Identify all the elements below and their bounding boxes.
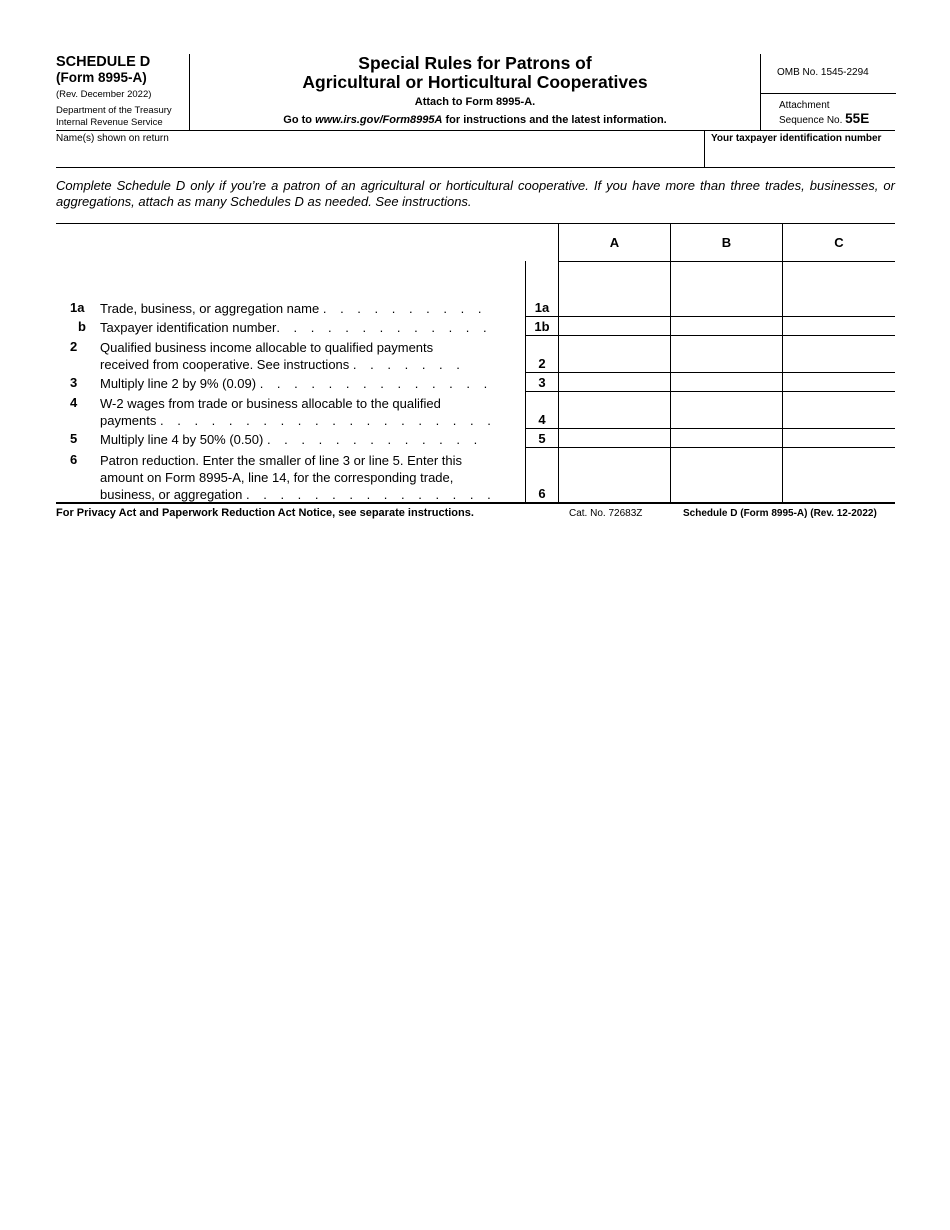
input-1a-col-a[interactable] (559, 262, 670, 316)
catalog-number: Cat. No. 72683Z (569, 508, 643, 519)
form-reference: (Form 8995-A) (56, 70, 147, 85)
input-2-col-c[interactable] (783, 336, 895, 372)
tin-box (704, 131, 895, 168)
privacy-notice: For Privacy Act and Paperwork Reduction Act Notice, see separate instructions. (56, 507, 474, 519)
line-label-2b: received from cooperative. See instructions (100, 357, 350, 372)
leader-dots: . . . . . . . . . . . . . (276, 320, 492, 335)
sequence-number: 55E (845, 111, 870, 126)
goto-prefix: Go to (283, 114, 316, 126)
form-header (56, 54, 895, 130)
leader-dots: . . . . . . . (352, 357, 465, 372)
input-6-col-b[interactable] (671, 448, 782, 502)
line-box-1a: 1a (534, 300, 550, 315)
line-text-3 (100, 375, 514, 392)
line-text-4-cont (100, 412, 514, 429)
input-5-col-a[interactable] (559, 429, 670, 447)
name-field[interactable] (56, 145, 702, 167)
tin-field[interactable] (707, 145, 893, 167)
omb-block (760, 54, 895, 130)
title-block (190, 54, 760, 130)
line-label-1b: Taxpayer identification number (100, 320, 277, 335)
leader-dots: . . . . . . . . . . . . . . . (246, 487, 496, 502)
input-3-col-c[interactable] (783, 373, 895, 391)
line-box-3: 3 (538, 375, 546, 390)
input-5-col-c[interactable] (783, 429, 895, 447)
sequence-label: Sequence No. (779, 115, 843, 126)
line-label-4a: W-2 wages from trade or business allocable to the qualified (100, 396, 441, 411)
input-1b-col-c[interactable] (783, 317, 895, 335)
line-text-2 (100, 339, 514, 356)
line-text-6-cont2 (100, 486, 514, 503)
irs-url-link[interactable]: www.irs.gov/Form8995A (315, 114, 443, 126)
line-number-6: 6 (70, 452, 78, 467)
line-box-6: 6 (538, 486, 546, 501)
line-label-6a: Patron reduction. Enter the smaller of line 3 or line 5. Enter this (100, 453, 463, 468)
tin-label: Your taxpayer identification number (711, 133, 882, 144)
input-1b-col-a[interactable] (559, 317, 670, 335)
line-text-1b (100, 319, 514, 336)
input-5-col-b[interactable] (671, 429, 782, 447)
line-box-1b: 1b (534, 319, 550, 334)
input-2-col-b[interactable] (671, 336, 782, 372)
input-3-col-a[interactable] (559, 373, 670, 391)
input-1a-col-b[interactable] (671, 262, 782, 316)
line-label-2a: Qualified business income allocable to qualified payments (100, 340, 434, 355)
leader-dots: . . . . . . . . . . . . . . (259, 376, 493, 391)
input-3-col-b[interactable] (671, 373, 782, 391)
leader-dots: . . . . . . . . . . . . . (266, 432, 483, 447)
column-header-a: A (558, 224, 670, 261)
form-footer-id: Schedule D (Form 8995-A) (Rev. 12-2022) (683, 508, 877, 519)
line-label-6c: business, or aggregation (100, 487, 243, 502)
input-4-col-b[interactable] (671, 392, 782, 428)
line-number-2: 2 (70, 339, 78, 354)
line-number-1a: 1a (70, 300, 85, 315)
line-label-6b: amount on Form 8995-A, line 14, for the corresponding trade, (100, 470, 454, 485)
leader-dots: . . . . . . . . . . (322, 301, 487, 316)
column-header-b: B (670, 224, 782, 261)
line-text-5 (100, 431, 514, 448)
input-1a-col-c[interactable] (783, 262, 895, 316)
form-title-line2: Agricultural or Horticultural Cooperatives (302, 72, 648, 92)
input-6-col-c[interactable] (783, 448, 895, 502)
attachment-label: Attachment (779, 100, 830, 111)
line-text-6 (100, 452, 514, 469)
schedule-title: SCHEDULE D (56, 54, 151, 70)
line-text-1a (100, 300, 514, 317)
line-box-2: 2 (538, 356, 546, 371)
line-number-3: 3 (70, 375, 78, 390)
line-text-2-cont (100, 356, 514, 373)
line-text-4 (100, 395, 514, 412)
attach-instruction: Attach to Form 8995-A. (414, 96, 536, 108)
goto-instruction (190, 114, 760, 126)
omb-number: OMB No. 1545-2294 (761, 54, 896, 94)
goto-suffix: for instructions and the latest information. (442, 114, 667, 126)
department-name: Department of the Treasury (56, 105, 172, 116)
revision-date: (Rev. December 2022) (56, 89, 152, 100)
line-label-3: Multiply line 2 by 9% (0.09) (100, 376, 257, 391)
line-number-4: 4 (70, 395, 78, 410)
schedule-table (56, 223, 895, 503)
instructions-text: Complete Schedule D only if you’re a patron of an agricultural or horticultural cooperative. If you have more than three trades, businesses, or aggregations, attach as many Schedules D as needed. See instructions. (56, 178, 895, 209)
input-2-col-a[interactable] (559, 336, 670, 372)
line-label-1a: Trade, business, or aggregation name (100, 301, 320, 316)
line-number-1b: b (78, 319, 86, 334)
name-label: Name(s) shown on return (56, 133, 169, 144)
line-label-5: Multiply line 4 by 50% (0.50) (100, 432, 264, 447)
line-text-6-cont1 (100, 469, 514, 486)
form-title-line1: Special Rules for Patrons of (358, 53, 592, 73)
input-4-col-a[interactable] (559, 392, 670, 428)
column-header-c: C (782, 224, 895, 261)
line-box-4: 4 (538, 412, 546, 427)
service-name: Internal Revenue Service (56, 117, 163, 128)
sequence-line (779, 111, 869, 126)
line-box-5: 5 (538, 431, 546, 446)
name-row (56, 130, 895, 168)
input-1b-col-b[interactable] (671, 317, 782, 335)
line-number-5: 5 (70, 431, 78, 446)
line-label-4b: payments (100, 413, 157, 428)
input-4-col-c[interactable] (783, 392, 895, 428)
input-6-col-a[interactable] (559, 448, 670, 502)
form-id-block (56, 54, 190, 130)
leader-dots: . . . . . . . . . . . . . . . . . . . . (160, 413, 496, 428)
